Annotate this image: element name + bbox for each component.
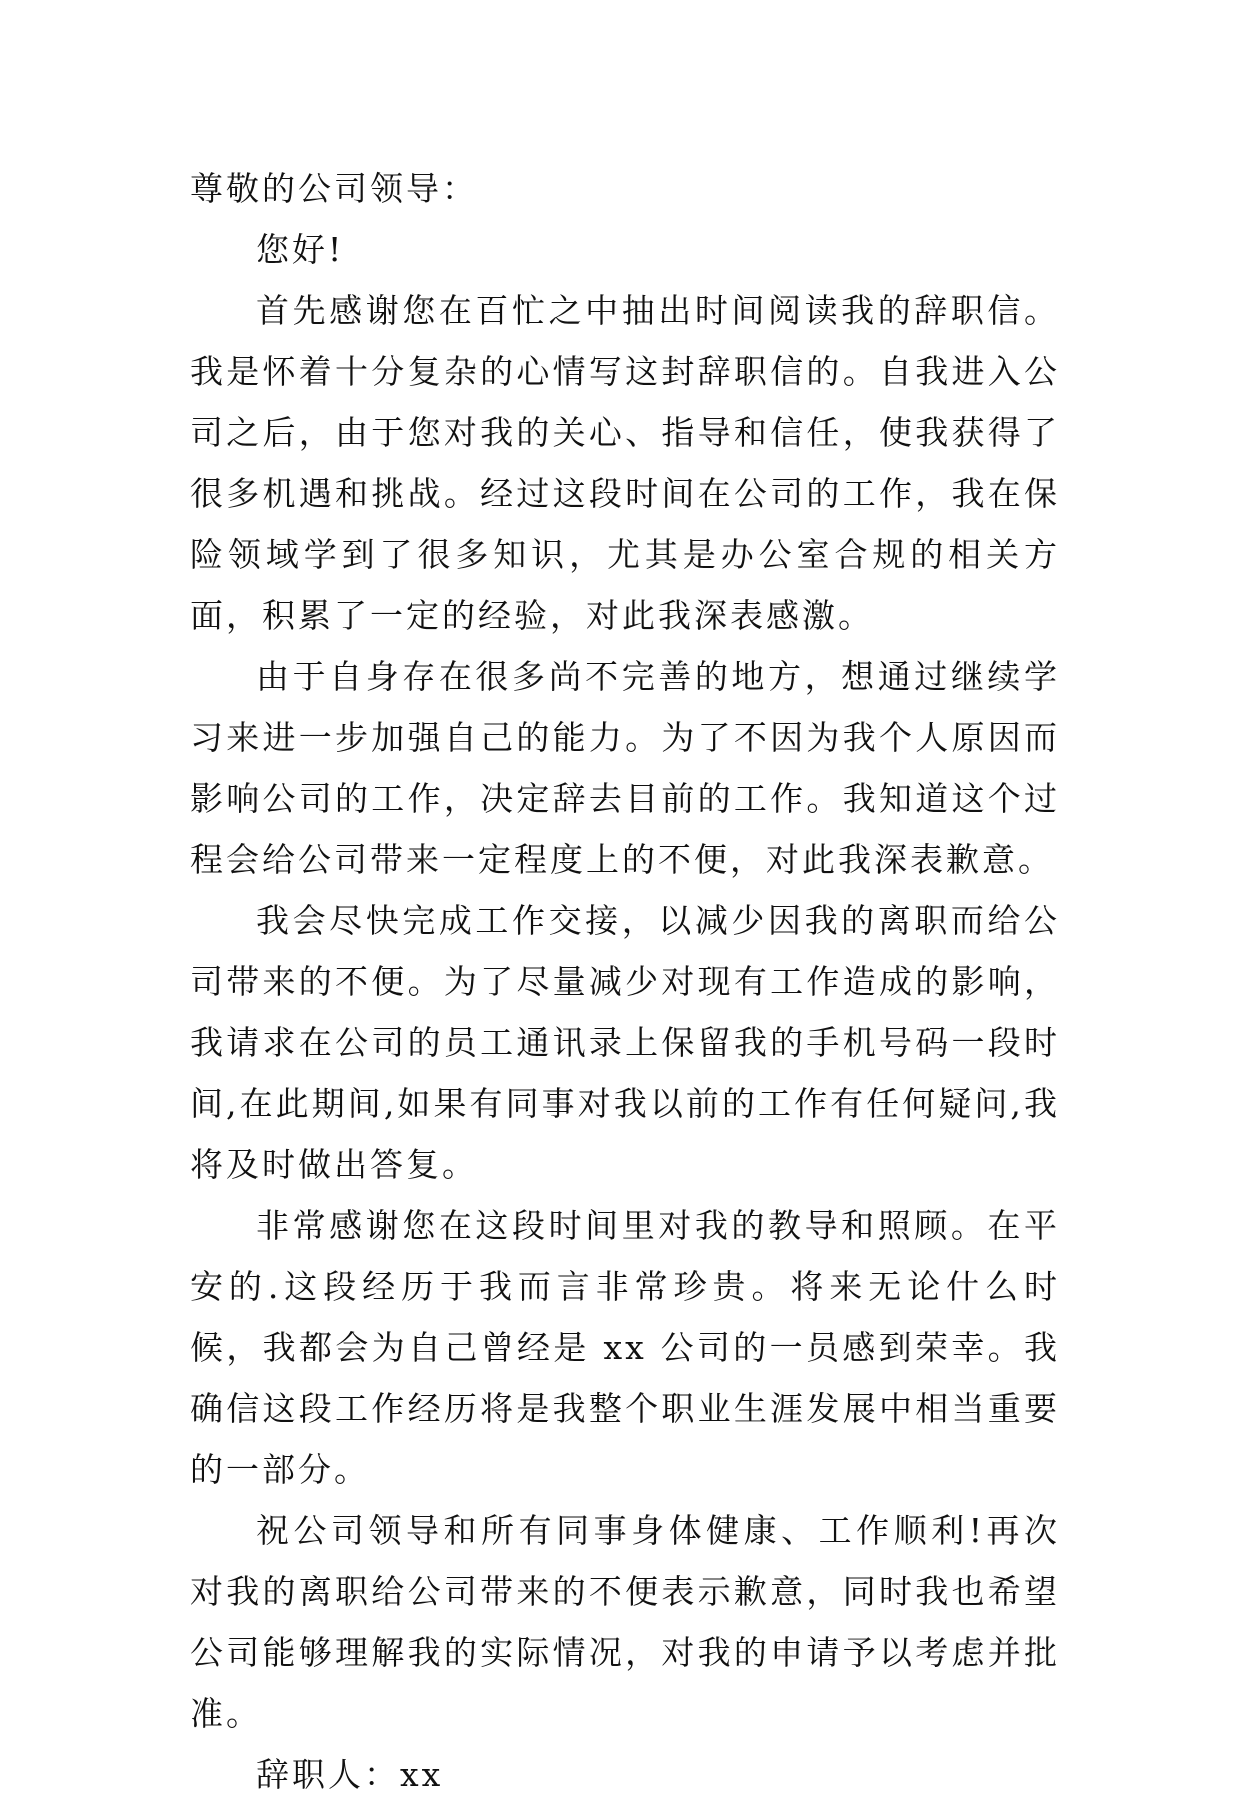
paragraph-reason: 由于自身存在很多尚不完善的地方，想通过继续学习来进一步加强自己的能力。为了不因为我个人原因而影响公司的工作，决定辞去目前的工作。我知道这个过程会给公司带来一定程度上的不便，对此我深表歉意。 <box>190 657 1060 879</box>
paragraph-gratitude: 首先感谢您在百忙之中抽出时间阅读我的辞职信。我是怀着十分复杂的心情写这封辞职信的。自我进入公司之后，由于您对我的关心、指导和信任，使我获得了很多机遇和挑战。经过这段时间在公司的工作，我在保险领域学到了很多知识，尤其是办公室合规的相关方面，积累了一定的经验，对此我深表感激。 <box>190 291 1060 635</box>
paragraph-thanks: 非常感谢您在这段时间里对我的教导和照顾。在平安的.这段经历于我而言非常珍贵。将来无论什么时候，我都会为自己曾经是 xx 公司的一员感到荣幸。我确信这段工作经历将是我整个职业生涯发展中相当重要的一部分。 <box>190 1206 1060 1489</box>
salutation: 尊敬的公司领导： <box>190 169 478 208</box>
paragraph-handover: 我会尽快完成工作交接，以减少因我的离职而给公司带来的不便。为了尽量减少对现有工作造成的影响，我请求在公司的员工通讯录上保留我的手机号码一段时间,在此期间,如果有同事对我以前的工作有任何疑问,我将及时做出答复。 <box>190 901 1060 1184</box>
greeting: 您好! <box>256 230 345 269</box>
signature: 辞职人：xx <box>256 1755 444 1794</box>
paragraph-closing: 祝公司领导和所有同事身体健康、工作顺利!再次对我的离职给公司带来的不便表示歉意，同时我也希望公司能够理解我的实际情况，对我的申请予以考虑并批准。 <box>190 1511 1060 1733</box>
resignation-letter <box>190 158 1060 1805</box>
